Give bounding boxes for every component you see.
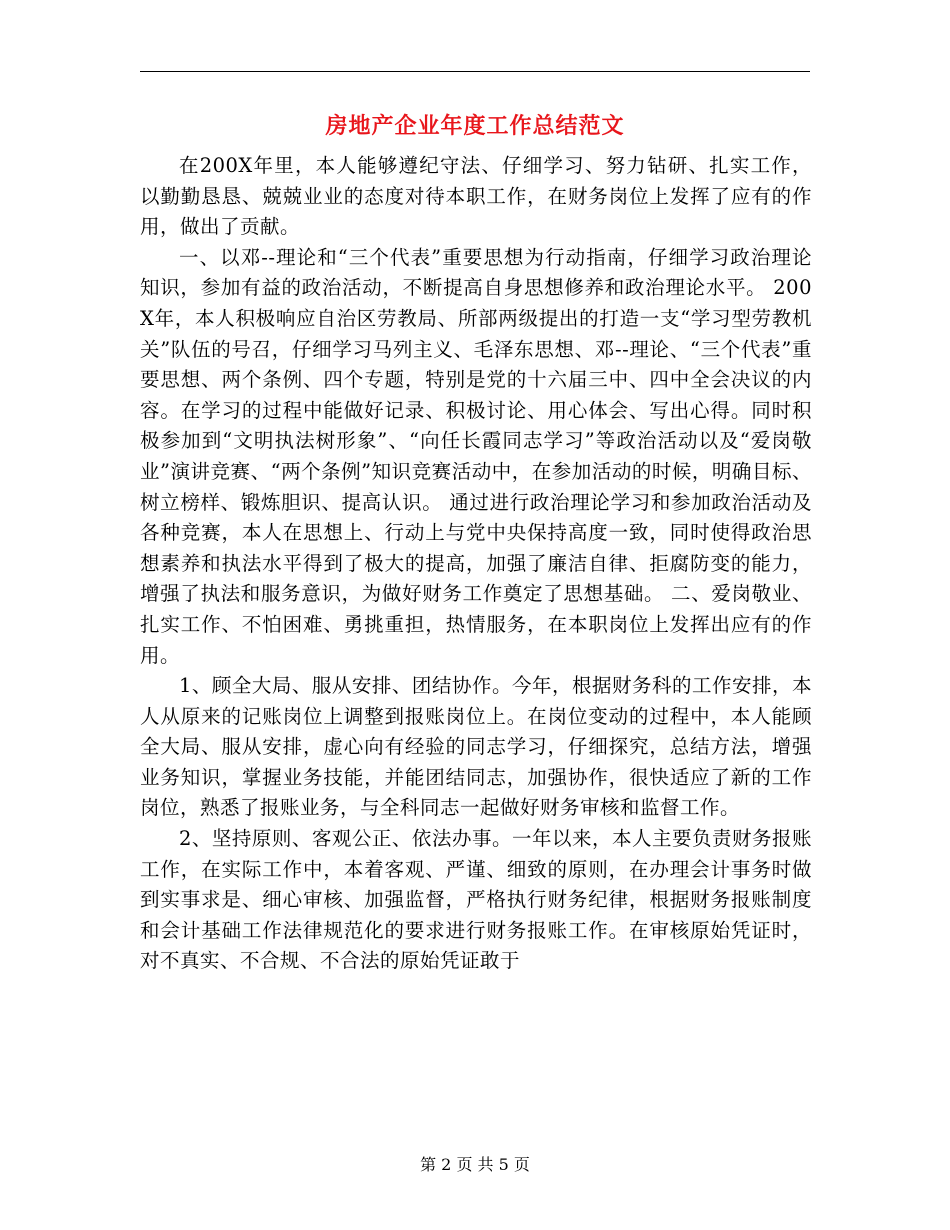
page-number-footer: 第 2 页 共 5 页 (420, 1155, 530, 1174)
header-rule (140, 71, 810, 72)
body-paragraph: 一、以邓--理论和“三个代表”重要思想为行动指南，仔细学习政治理论知识，参加有益的政治活动，不断提高自身思想修养和政治理论水平。 200X年，本人积极响应自治区劳教局、所部两级提出的打造一支“学习型劳教机关”队伍的号召，仔细学习马列主义、毛泽东思想、邓--理论、“三个代表”重要思想、两个条例、四个专题，特别是党的十六届三中、四中全会决议的内容。在学习的过程中能做好记录、积极讨论、用心体会、写出心得。同时积极参加到“文明执法树形象”、“向任长霞同志学习”等政治活动以及“爱岗敬业”演讲竞赛、“两个条例”知识竞赛活动中，在参加活动的时候，明确目标、树立榜样、锻炼胆识、提高认识。 通过进行政治理论学习和参加政治活动及各种竞赛，本人在思想上、行动上与党中央保持高度一致，同时使得政治思想素养和执法水平得到了极大的提高，加强了廉洁自律、拒腐防变的能力，增强了执法和服务意识，为做好财务工作奠定了思想基础。 二、爱岗敬业、扎实工作、不怕困难、勇挑重担，热情服务，在本职岗位上发挥出应有的作用。 (140, 245, 812, 667)
body-paragraph: 1、顾全大局、服从安排、团结协作。今年，根据财务科的工作安排，本人从原来的记账岗位上调整到报账岗位上。在岗位变动的过程中，本人能顾全大局、服从安排，虚心向有经验的同志学习，仔细探究，总结方法，增强业务知识，掌握业务技能，并能团结同志，加强协作，很快适应了新的工作岗位，熟悉了报账业务，与全科同志一起做好财务审核和监督工作。 (140, 674, 812, 820)
body-paragraph: 在200X年里，本人能够遵纪守法、仔细学习、努力钻研、扎实工作，以勤勤恳恳、兢兢业业的态度对待本职工作，在财务岗位上发挥了应有的作用，做出了贡献。 (140, 154, 812, 239)
document-body (140, 151, 812, 977)
document-title: 房地产企业年度工作总结范文 (325, 113, 625, 139)
body-paragraph: 2、坚持原则、客观公正、依法办事。一年以来，本人主要负责财务报账工作，在实际工作中，本着客观、严谨、细致的原则，在办理会计事务时做到实事求是、细心审核、加强监督，严格执行财务纪律，根据财务报账制度和会计基础工作法律规范化的要求进行财务报账工作。在审核原始凭证时，对不真实、不合规、不合法的原始凭证敢于 (140, 827, 812, 973)
